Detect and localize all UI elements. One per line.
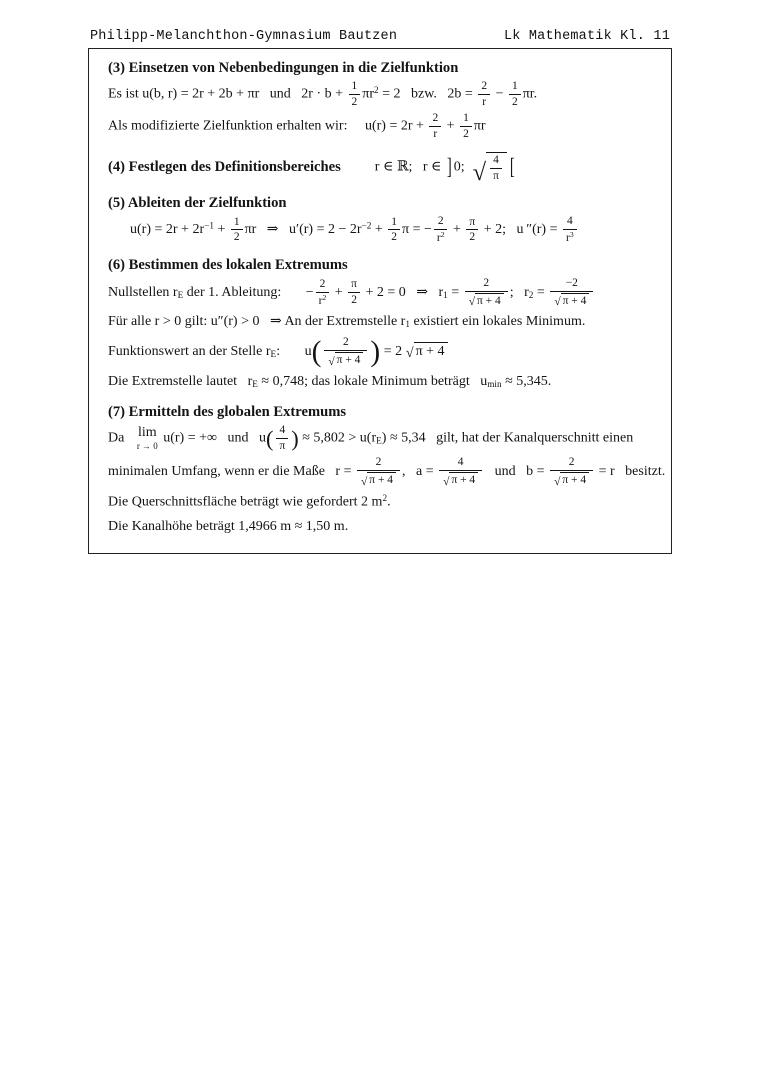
formula-line: Als modifizierte Zielfunktion erhalten wir: u(r) = 2r + $\frac{2}{r}$ + $\frac{1}{2}$ πr: [108, 111, 486, 140]
formula-line: $u(r) = 2r + 2r^{-1}$ + $\frac{1}{2}$ πr ⇒ $u'(r) = 2 - 2r^{-2}$ + $\frac{1}{2}$ π = − $\frac{2}{r^2}$ + $\frac{\pi}{2}$ + 2; u ″(r) = $\frac{4}{r^3}$: [108, 215, 654, 245]
formula-line: Für alle r > 0 gilt: u″(r) > 0 ⇒ An der Extremstelle r1 existiert ein lokales Minimum.: [108, 314, 586, 330]
section-5: [108, 195, 654, 245]
section-4-title-row: [108, 152, 654, 187]
formula-line: Die Extremstelle lautet rE ≈ 0,748; das lokale Minimum beträgt umin ≈ 5,345.: [108, 373, 552, 389]
section-6: [108, 257, 654, 393]
section-3-title: (3) Einsetzen von Nebenbedingungen in die Zielfunktion: [108, 60, 459, 76]
page-header: [88, 29, 672, 48]
formula-line: Nullstellen rE der 1. Ableitung: − $\frac{2}{r^2}$ + $\frac{\pi}{2}$ + 2 = 0 ⇒ r1 = 2 √ π + 4 ; r2 = −2 √ π + 4: [108, 277, 654, 309]
worksheet: [88, 29, 672, 554]
formula-line: Funktionswert an der Stelle rE: u ( 2 √ π + 4 ) = 2 √ π + 4: [108, 336, 654, 368]
header-course: Lk Mathematik Kl. 11: [503, 29, 670, 44]
section-4-title: (4) Festlegen des Definitionsbereiches: [108, 159, 341, 176]
section-3: [108, 60, 654, 140]
section-4: [108, 152, 654, 187]
section-5-title: (5) Ableiten der Zielfunktion: [108, 195, 287, 212]
formula-line: Die Kanalhöhe beträgt 1,4966 m ≈ 1,50 m.: [108, 518, 349, 534]
formula-inline: r ∈ ℝ; r ∈ ] 0; √ $\frac{4}{\pi}$ [: [374, 154, 515, 187]
section-6-title: (6) Bestimmen des lokalen Extremums: [108, 256, 348, 273]
formula-line: minimalen Umfang, wenn er die Maße r = 2 √ π + 4 , a = 4 √ π + 4 und b = 2 √ π + 4 = r besitzt.: [108, 456, 666, 488]
section-7-title: (7) Ermitteln des globalen Extremums: [108, 404, 347, 421]
worksheet-box: [88, 48, 672, 554]
section-7: [108, 404, 666, 537]
formula-line: Da lim r → 0 u(r) = +∞ und u ( $\frac{4}{\pi}$ ) ≈ 5,802 > u(rE) ≈ 5,34 gilt, hat der Kanalquerschnitt einen: [108, 424, 634, 453]
formula-line: Es ist u(b, r) = 2r + 2b + πr und 2r · b + $\frac{1}{2}$ $\pi r^2 = 2$ bzw. 2b = $\frac{2}{r}$ − $\frac{1}{2}$ πr.: [108, 80, 538, 108]
formula-line: Die Querschnittsfläche beträgt wie gefordert 2 $m^2$.: [108, 492, 391, 510]
header-school: Philipp-Melanchthon-Gymnasium Bautzen: [90, 29, 398, 44]
